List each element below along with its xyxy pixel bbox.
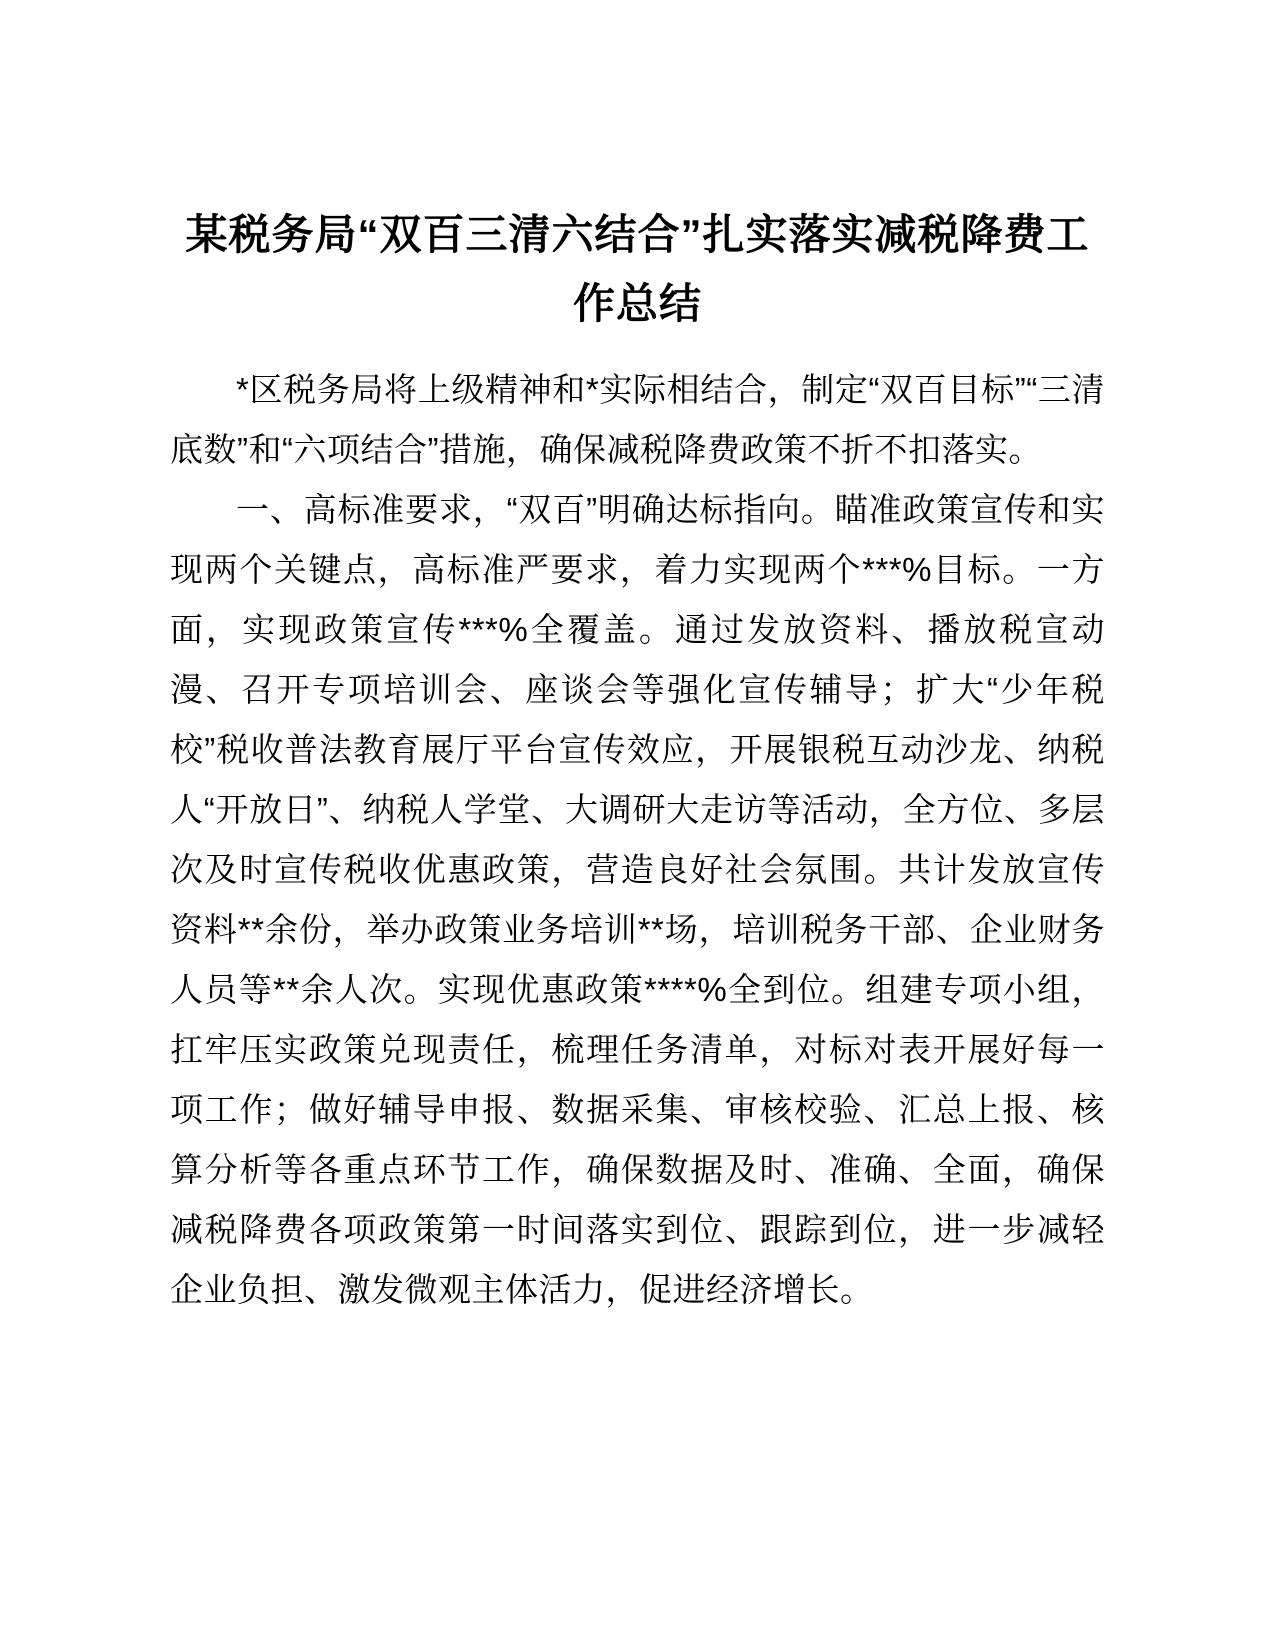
paragraph-section-one: 一、高标准要求，“双百”明确达标指向。瞄准政策宣传和实现两个关键点，高标准严要求，着力实现两个***%目标。一方面，实现政策宣传***%全覆盖。通过发放资料、播放税宣动漫、召开专项培训会、座谈会等强化宣传辅导；扩大“少年税校”税收普法教育展厅平台宣传效应，开展银税互动沙龙、纳税人“开放日”、纳税人学堂、大调研大走访等活动，全方位、多层次及时宣传税收优惠政策，营造良好社会氛围。共计发放宣传资料**余份，举办政策业务培训**场，培训税务干部、企业财务人员等**余人次。实现优惠政策****%全到位。组建专项小组，扛牢压实政策兑现责任，梳理任务清单，对标对表开展好每一项工作；做好辅导申报、数据采集、审核校验、汇总上报、核算分析等各重点环节工作，确保数据及时、准确、全面，确保减税降费各项政策第一时间落实到位、跟踪到位，进一步减轻企业负担、激发微观主体活力，促进经济增长。 [170,491,1105,1308]
document-title: 某税务局“双百三清六结合”扎实落实减税降费工作总结 [185,211,1090,327]
paragraph-intro: *区税务局将上级精神和*实际相结合，制定“双百目标”“三清底数”和“六项结合”措施，确保减税降费政策不折不扣落实。 [170,371,1105,468]
